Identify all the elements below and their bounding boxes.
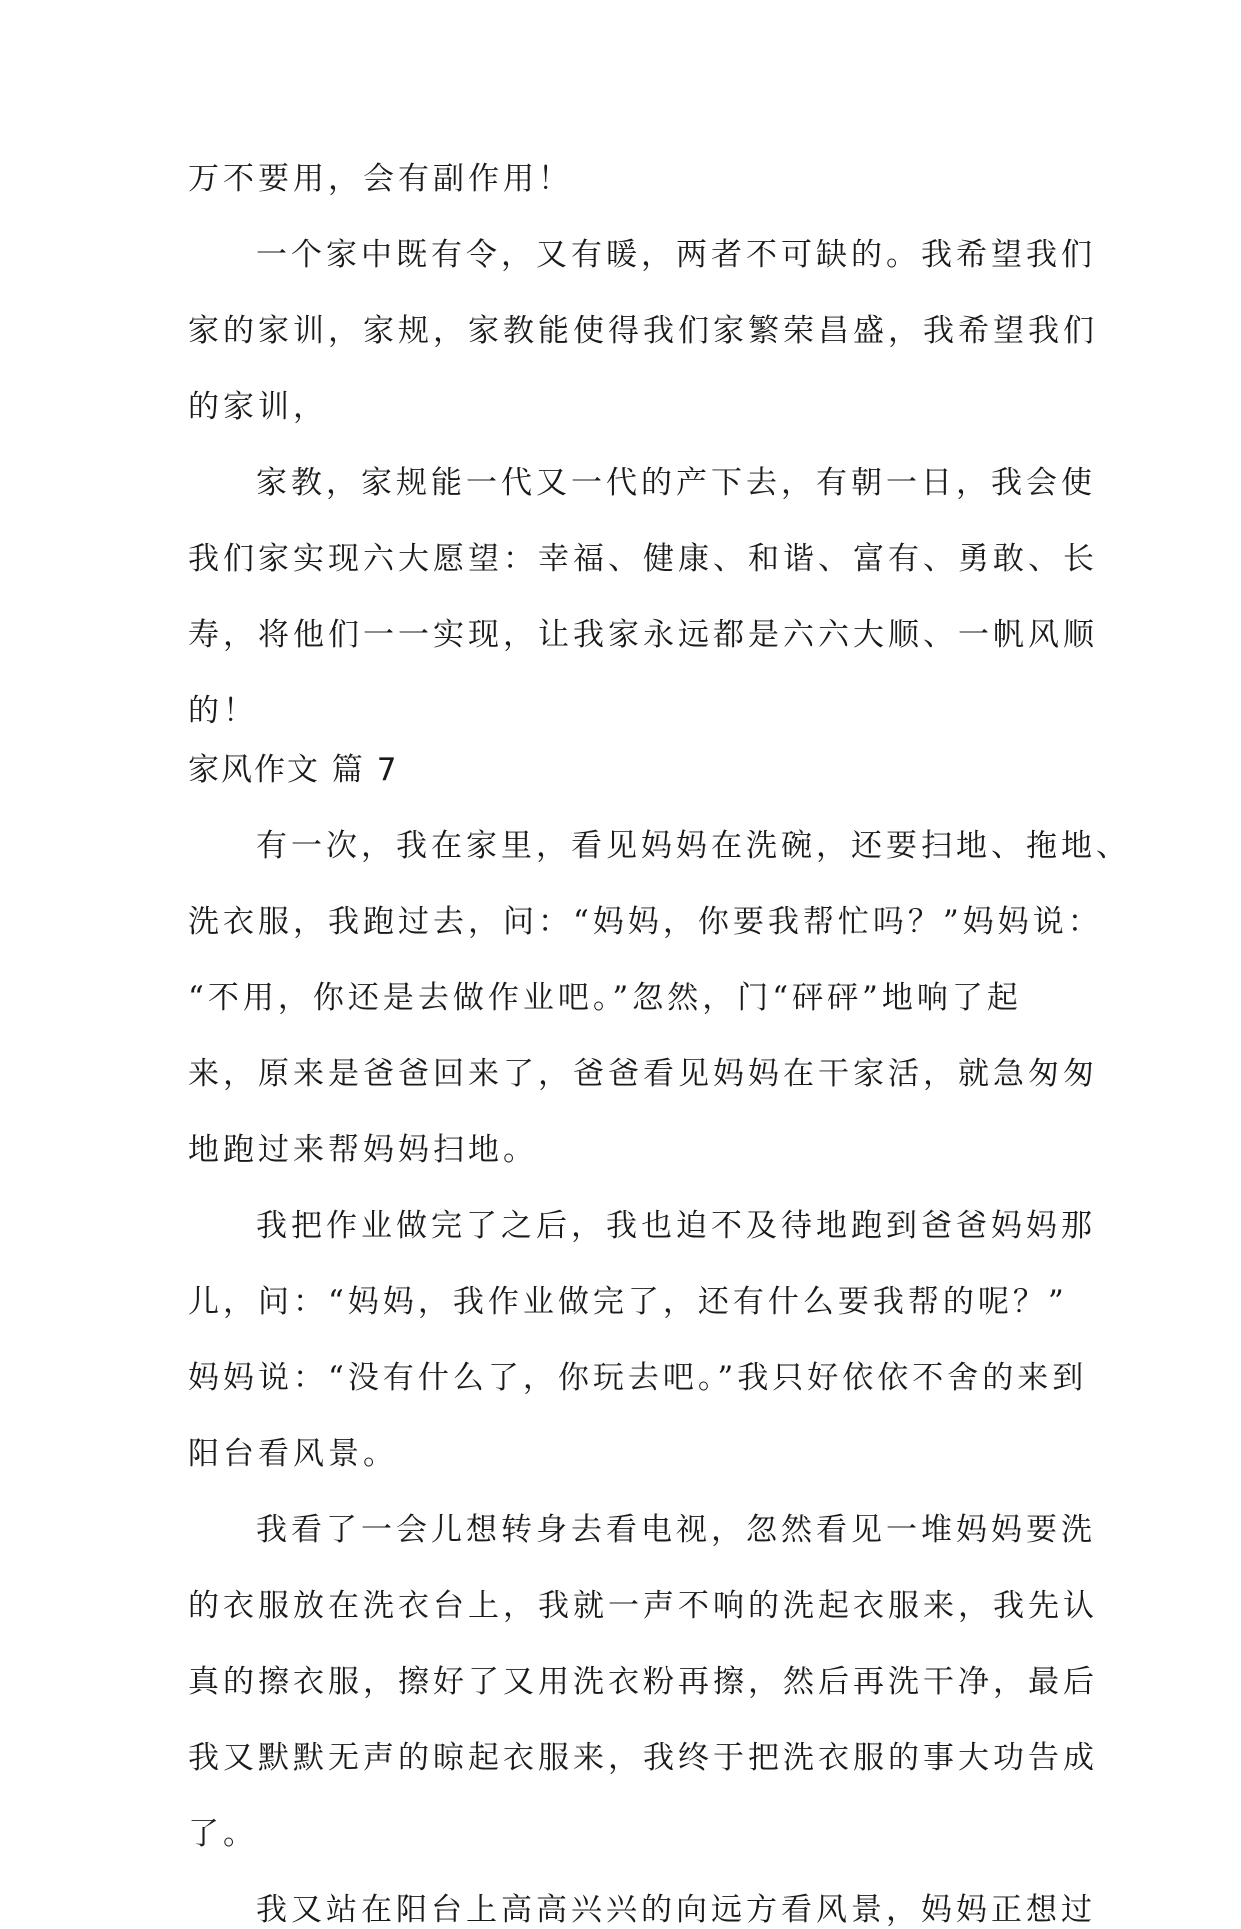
text-line: “不用，你还是去做作业吧。”忽然，门“砰砰”地响了起	[188, 980, 1022, 1016]
paragraph-first-line: 我把作业做完了之后，我也迫不及待地跑到爸爸妈妈那	[256, 1208, 1096, 1244]
text-line: 我又默默无声的晾起衣服来，我终于把洗衣服的事大功告成	[188, 1740, 1098, 1776]
text-line: 儿，问：“妈妈，我作业做完了，还有什么要我帮的呢？”	[188, 1284, 1068, 1320]
text-line: 我们家实现六大愿望：幸福、健康、和谐、富有、勇敢、长	[188, 541, 1098, 577]
text-line: 寿，将他们一一实现，让我家永远都是六六大顺、一帆风顺	[188, 617, 1098, 653]
paragraph-first-line: 一个家中既有令，又有暖，两者不可缺的。我希望我们	[256, 237, 1096, 273]
text-line: 的衣服放在洗衣台上，我就一声不响的洗起衣服来，我先认	[188, 1588, 1098, 1624]
text-line: 的！	[188, 693, 258, 729]
text-line: 家的家训，家规，家教能使得我们家繁荣昌盛，我希望我们	[188, 313, 1098, 349]
text-line: 洗衣服，我跑过去，问：“妈妈，你要我帮忙吗？”妈妈说：	[188, 904, 1103, 940]
text-line: 万不要用，会有副作用！	[188, 161, 573, 197]
text-line: 妈妈说：“没有什么了，你玩去吧。”我只好依依不舍的来到	[188, 1360, 1088, 1396]
paragraph-first-line: 我又站在阳台上高高兴兴的向远方看风景，妈妈正想过	[256, 1892, 1096, 1928]
text-line: 了。	[188, 1816, 258, 1852]
paragraph-first-line: 家教，家规能一代又一代的产下去，有朝一日，我会使	[256, 465, 1096, 501]
text-line: 真的擦衣服，擦好了又用洗衣粉再擦，然后再洗干净，最后	[188, 1664, 1098, 1700]
section-heading: 家风作文 篇 7	[188, 752, 399, 788]
text-line: 地跑过来帮妈妈扫地。	[188, 1132, 538, 1168]
text-line: 来，原来是爸爸回来了，爸爸看见妈妈在干家活，就急匆匆	[188, 1056, 1098, 1092]
text-line: 阳台看风景。	[188, 1436, 398, 1472]
paragraph-first-line: 有一次，我在家里，看见妈妈在洗碗，还要扫地、拖地、	[256, 828, 1131, 864]
text-line: 的家训，	[188, 389, 328, 425]
paragraph-first-line: 我看了一会儿想转身去看电视，忽然看见一堆妈妈要洗	[256, 1512, 1096, 1548]
document-body	[188, 160, 1131, 1929]
